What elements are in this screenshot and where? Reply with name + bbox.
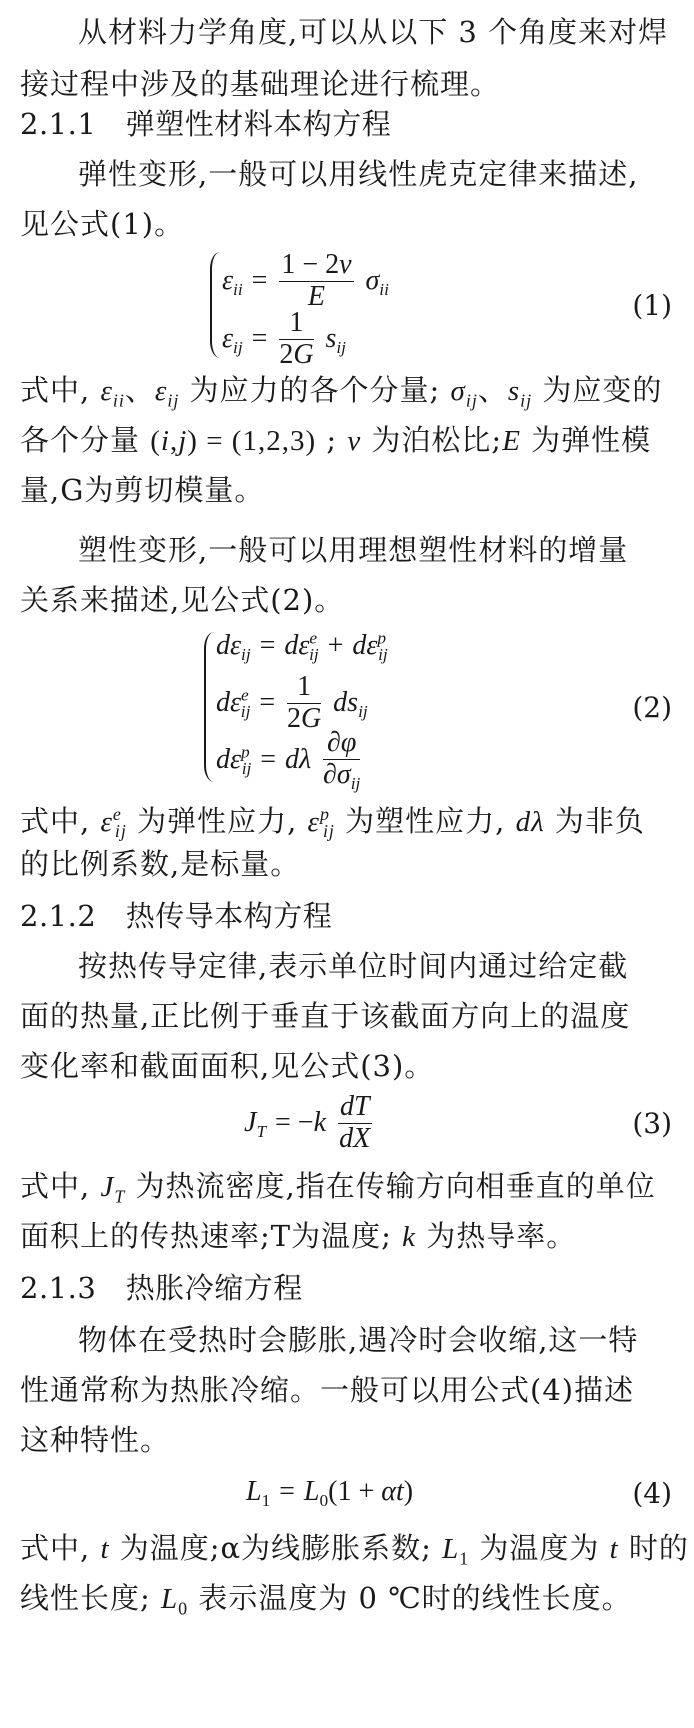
equation-3-number: (3) bbox=[632, 1107, 672, 1140]
elastic-where-line-2: 各个分量 (i,j) = (1,2,3) ; ν 为泊松比;E 为弹性模 bbox=[20, 423, 652, 457]
elastic-line-1: 弹性变形,一般可以用线性虎克定律来描述, bbox=[78, 157, 639, 191]
elastic-line-2: 见公式(1)。 bbox=[20, 207, 185, 241]
section-heading-2-1-3: 2.1.3 热胀冷缩方程 bbox=[20, 1271, 303, 1305]
elastic-where-line-1: 式中, $\varepsilon_{ii}$、$\varepsilon_{ij}$ 为应力的各个分量; $\sigma_{ij}$、$s_{ij}$ 为应变的 bbox=[20, 373, 663, 411]
heat-where-line-2: 面积上的传热速率;T为温度; k 为热导率。 bbox=[20, 1219, 577, 1253]
equation-3-body: $J_T = -k$ $\frac{dT}{dX}$ bbox=[244, 1091, 371, 1154]
equation-1-brace bbox=[210, 252, 220, 358]
expand-where-line-2: 线性长度; $L_0$ 表示温度为 0 ℃时的线性长度。 bbox=[20, 1581, 632, 1619]
elastic-where-line-3: 量,G为剪切模量。 bbox=[20, 473, 265, 507]
intro-line-1: 从材料力学角度,可以从以下 3 个角度来对焊 bbox=[78, 15, 669, 49]
equation-2-brace bbox=[204, 632, 214, 782]
plastic-where-line-2: 的比例系数,是标量。 bbox=[20, 847, 301, 881]
plastic-line-1: 塑性变形,一般可以用理想塑性材料的增量 bbox=[78, 533, 629, 567]
equation-1-row-1: $\varepsilon_{ii}$ = $\frac{1 - 2\nu}{E}$ $\sigma_{ii}$ bbox=[222, 249, 389, 312]
section-heading-2-1-1: 2.1.1 弹塑性材料本构方程 bbox=[20, 107, 392, 141]
equation-3 bbox=[0, 1090, 694, 1160]
intro-line-2: 接过程中涉及的基础理论进行梳理。 bbox=[20, 67, 501, 101]
heat-line-2: 面的热量,正比例于垂直于该截面方向上的温度 bbox=[20, 999, 631, 1033]
equation-1 bbox=[0, 248, 694, 370]
expand-line-2: 性通常称为热胀冷缩。一般可以用公式(4)描述 bbox=[20, 1373, 635, 1407]
equation-2-row-1: $d\varepsilon_{ij} = d\varepsilon^e_{ij} + d\varepsilon^p_{ij}$ bbox=[216, 628, 388, 665]
expand-line-3: 这种特性。 bbox=[20, 1423, 171, 1457]
heat-line-1: 按热传导定律,表示单位时间内通过给定截 bbox=[78, 949, 629, 983]
equation-2 bbox=[0, 628, 694, 793]
equation-2-number: (2) bbox=[632, 691, 672, 724]
equation-4 bbox=[0, 1472, 694, 1516]
expand-line-1: 物体在受热时会膨胀,遇冷时会收缩,这一特 bbox=[78, 1323, 639, 1357]
plastic-line-2: 关系来描述,见公式(2)。 bbox=[20, 583, 345, 617]
equation-1-number: (1) bbox=[632, 289, 672, 322]
heat-where-line-1: 式中, $J_T$ 为热流密度,指在传输方向相垂直的单位 bbox=[20, 1169, 656, 1207]
equation-1-row-2: $\varepsilon_{ij}$ = $\frac{1}{2G}$ $s_{ij}$ bbox=[222, 307, 347, 370]
heat-line-3: 变化率和截面面积,见公式(3)。 bbox=[20, 1049, 435, 1083]
equation-4-number: (4) bbox=[632, 1477, 672, 1510]
expand-where-line-1: 式中, t 为温度;α为线膨胀系数; $L_1$ 为温度为 t 时的 bbox=[20, 1531, 689, 1569]
section-heading-2-1-2: 2.1.2 热传导本构方程 bbox=[20, 899, 333, 933]
equation-4-body: $L_1 = L_0(1 + \alpha t)$ bbox=[246, 1476, 414, 1511]
plastic-where-line-1: 式中, $\varepsilon^e_{ij}$ 为弹性应力, $\varepsilon^p_{ij}$ 为塑性应力, dλ 为非负 bbox=[20, 803, 645, 842]
equation-2-row-2: $d\varepsilon^e_{ij}$ = $\frac{1}{2G}$ $ds_{ij}$ bbox=[216, 671, 368, 734]
equation-2-row-3: $d\varepsilon^p_{ij} = d\lambda$ $\frac{\partial\varphi}{\partial\sigma_{ij}}$ bbox=[216, 727, 361, 793]
